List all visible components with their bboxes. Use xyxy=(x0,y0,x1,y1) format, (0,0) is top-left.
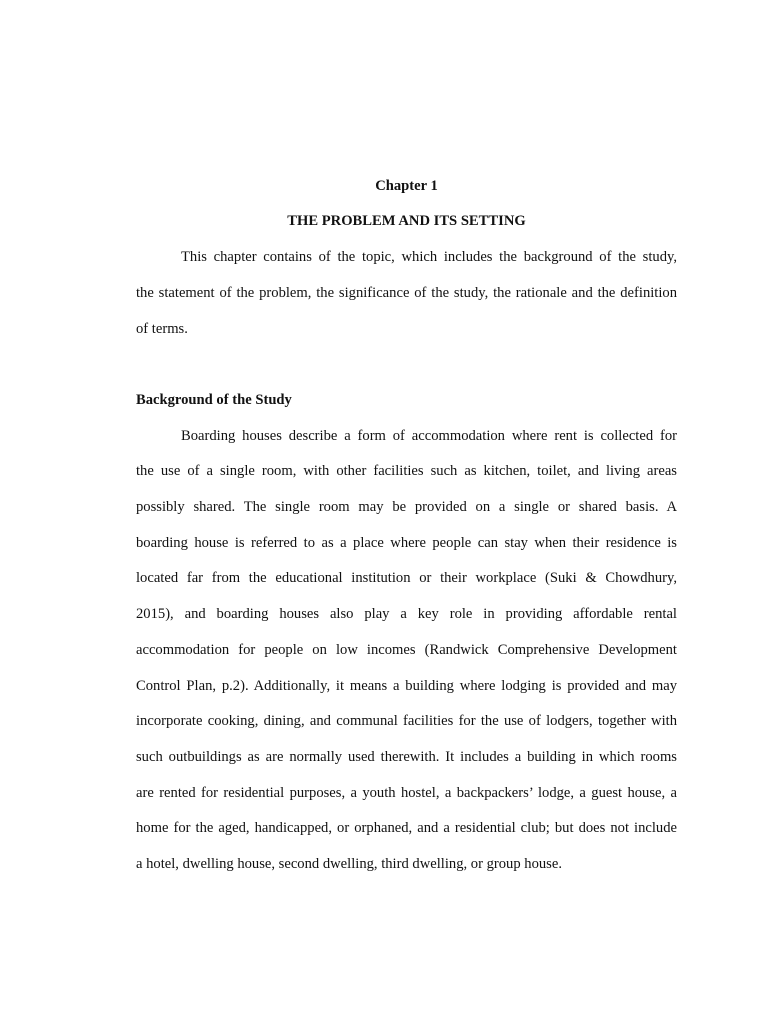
body-line-8: Control Plan, p.2). Additionally, it means a building where lodging is provided and may xyxy=(136,678,677,694)
body-line-1: Boarding houses describe a form of accommodation where rent is collected for xyxy=(181,428,677,444)
body-line-3: possibly shared. The single room may be provided on a single or shared basis. A xyxy=(136,499,677,515)
body-line-12: home for the aged, handicapped, or orphaned, and a residential club; but does not include xyxy=(136,820,677,836)
chapter-title: THE PROBLEM AND ITS SETTING xyxy=(287,213,526,229)
body-line-13: a hotel, dwelling house, second dwelling, third dwelling, or group house. xyxy=(136,856,562,872)
body-line-4: boarding house is referred to as a place where people can stay when their residence is xyxy=(136,535,677,551)
section-heading: Background of the Study xyxy=(136,392,292,408)
intro-line-3: of terms. xyxy=(136,321,188,337)
body-line-7: accommodation for people on low incomes (Randwick Comprehensive Development xyxy=(136,642,677,658)
body-line-10: such outbuildings as are normally used therewith. It includes a building in which rooms xyxy=(136,749,677,765)
body-line-6: 2015), and boarding houses also play a key role in providing affordable rental xyxy=(136,606,677,622)
body-line-5: located far from the educational institution or their workplace (Suki & Chowdhury, xyxy=(136,570,677,586)
body-line-2: the use of a single room, with other facilities such as kitchen, toilet, and living areas xyxy=(136,463,677,479)
body-line-9: incorporate cooking, dining, and communal facilities for the use of lodgers, together with xyxy=(136,713,677,729)
body-line-11: are rented for residential purposes, a youth hostel, a backpackers’ lodge, a guest house, a xyxy=(136,785,677,801)
intro-line-2: the statement of the problem, the significance of the study, the rationale and the definition xyxy=(136,285,677,301)
chapter-label: Chapter 1 xyxy=(375,178,438,194)
intro-line-1: This chapter contains of the topic, which includes the background of the study, xyxy=(181,249,677,265)
